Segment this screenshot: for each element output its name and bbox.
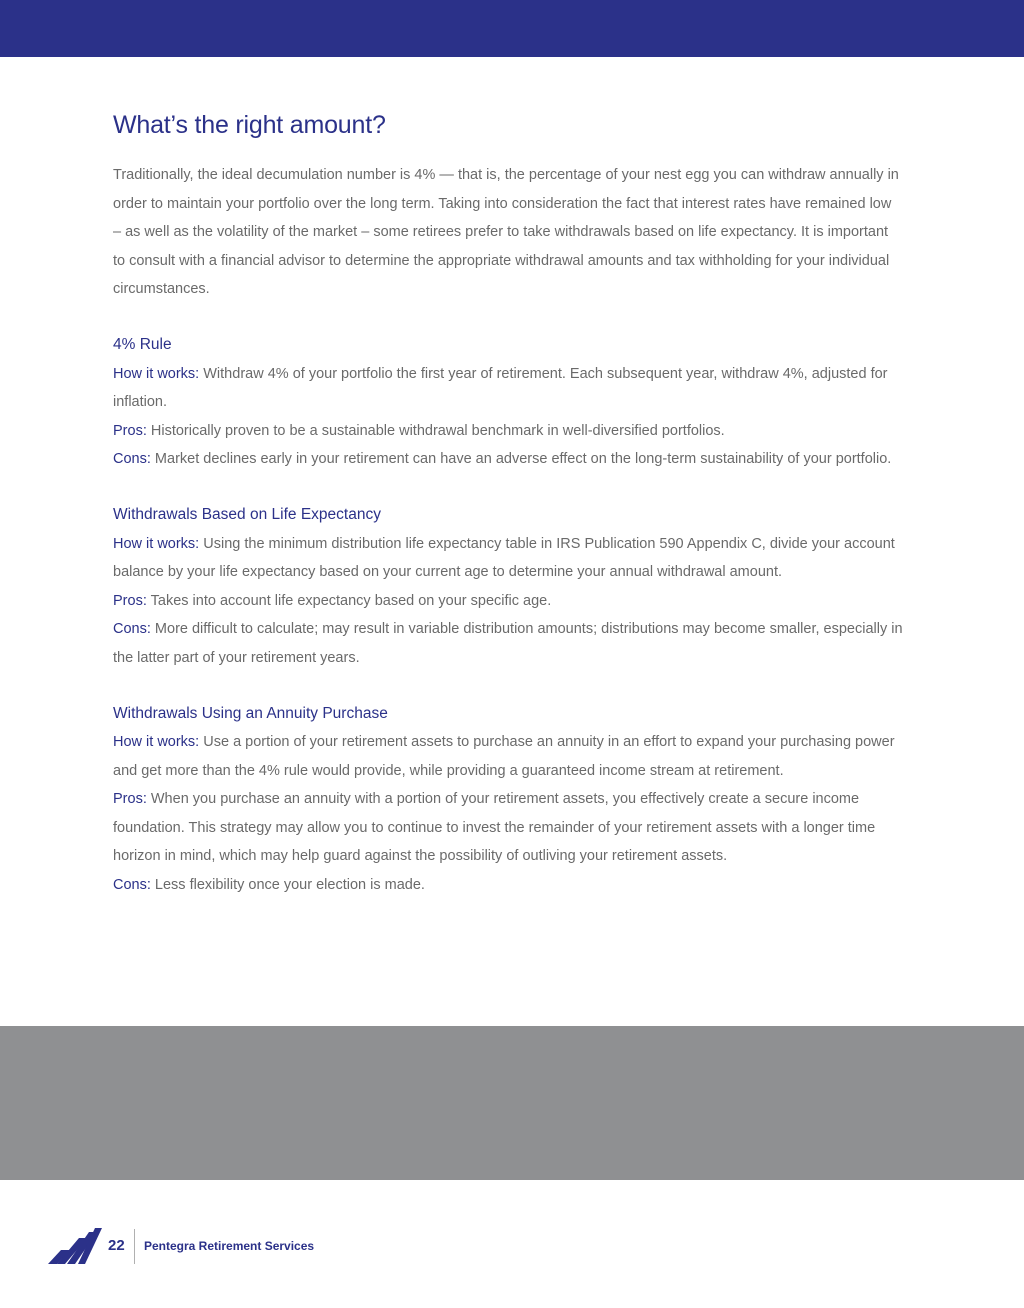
how-it-works-paragraph	[113, 728, 903, 785]
pros-label: Pros:	[113, 592, 147, 609]
page-number: 22	[108, 1237, 125, 1254]
page-title: What’s the right amount?	[113, 111, 386, 139]
how-it-works-text: Withdraw 4% of your portfolio the first year of retirement. Each subsequent year, withdraw 4%, adjusted for inflation.	[113, 365, 888, 411]
how-it-works-text: Use a portion of your retirement assets to purchase an annuity in an effort to expand your purchasing power and get more than the 4% rule would provide, while providing a guaranteed income stream at retirement.	[113, 734, 895, 779]
section-heading: Withdrawals Based on Life Expectancy	[113, 505, 381, 523]
pros-paragraph	[113, 417, 903, 446]
how-it-works-paragraph	[113, 530, 903, 587]
pros-paragraph	[113, 785, 903, 871]
cons-paragraph	[113, 615, 903, 672]
how-it-works-label: How it works:	[113, 365, 200, 382]
cons-label: Cons:	[113, 621, 151, 638]
section-life-expectancy	[113, 501, 903, 673]
cons-paragraph	[113, 445, 903, 474]
footer-divider	[134, 1229, 135, 1264]
brand-name: Pentegra Retirement Services	[144, 1239, 315, 1253]
cons-label: Cons:	[113, 877, 151, 894]
intro-paragraph: Traditionally, the ideal decumulation number is 4% — that is, the percentage of your nest egg you can withdraw annually in order to maintain your portfolio over the long term. Taking into consideration the fact that interest rates have remained low – as well as the volatility of the market – some retirees prefer to take withdrawals based on life expectancy. It is important to consult with a financial advisor to determine the appropriate withdrawal amounts and tax withholding for your individual circumstances.	[113, 167, 899, 298]
pros-text: When you purchase an annuity with a portion of your retirement assets, you effectively create a secure income foundation. This strategy may allow you to continue to invest the remainder of your retirement assets with a longer time horizon in mind, which may help guard against the possibility of outliving your retirement assets.	[113, 791, 876, 865]
how-it-works-label: How it works:	[113, 535, 200, 552]
section-heading: 4% Rule	[113, 335, 172, 353]
pros-label: Pros:	[113, 791, 147, 808]
how-it-works-label: How it works:	[113, 734, 200, 751]
section-4-percent-rule	[113, 331, 903, 474]
cons-label: Cons:	[113, 451, 151, 468]
top-banner	[0, 0, 1024, 57]
cons-text: Market declines early in your retirement can have an adverse effect on the long-term sustainability of your portfolio.	[154, 451, 892, 468]
how-it-works-paragraph	[113, 360, 903, 417]
pros-paragraph	[113, 587, 903, 616]
cons-text: Less flexibility once your election is made.	[154, 877, 425, 894]
section-heading: Withdrawals Using an Annuity Purchase	[113, 704, 388, 722]
diagonal-stripes-logo-icon	[48, 1228, 102, 1264]
pros-label: Pros:	[113, 422, 147, 439]
gray-band	[0, 1026, 1024, 1180]
cons-paragraph	[113, 871, 903, 900]
main-content	[113, 106, 903, 900]
pros-text: Historically proven to be a sustainable withdrawal benchmark in well-diversified portfolios.	[150, 422, 725, 439]
pros-text: Takes into account life expectancy based on your specific age.	[150, 592, 552, 609]
cons-text: More difficult to calculate; may result in variable distribution amounts; distributions may become smaller, especially in the latter part of your retirement years.	[113, 621, 903, 666]
how-it-works-text: Using the minimum distribution life expectancy table in IRS Publication 590 Appendix C, divide your account balance by your life expectancy based on your current age to determine your annual withdrawal amount.	[113, 535, 895, 581]
section-annuity-purchase	[113, 700, 903, 900]
